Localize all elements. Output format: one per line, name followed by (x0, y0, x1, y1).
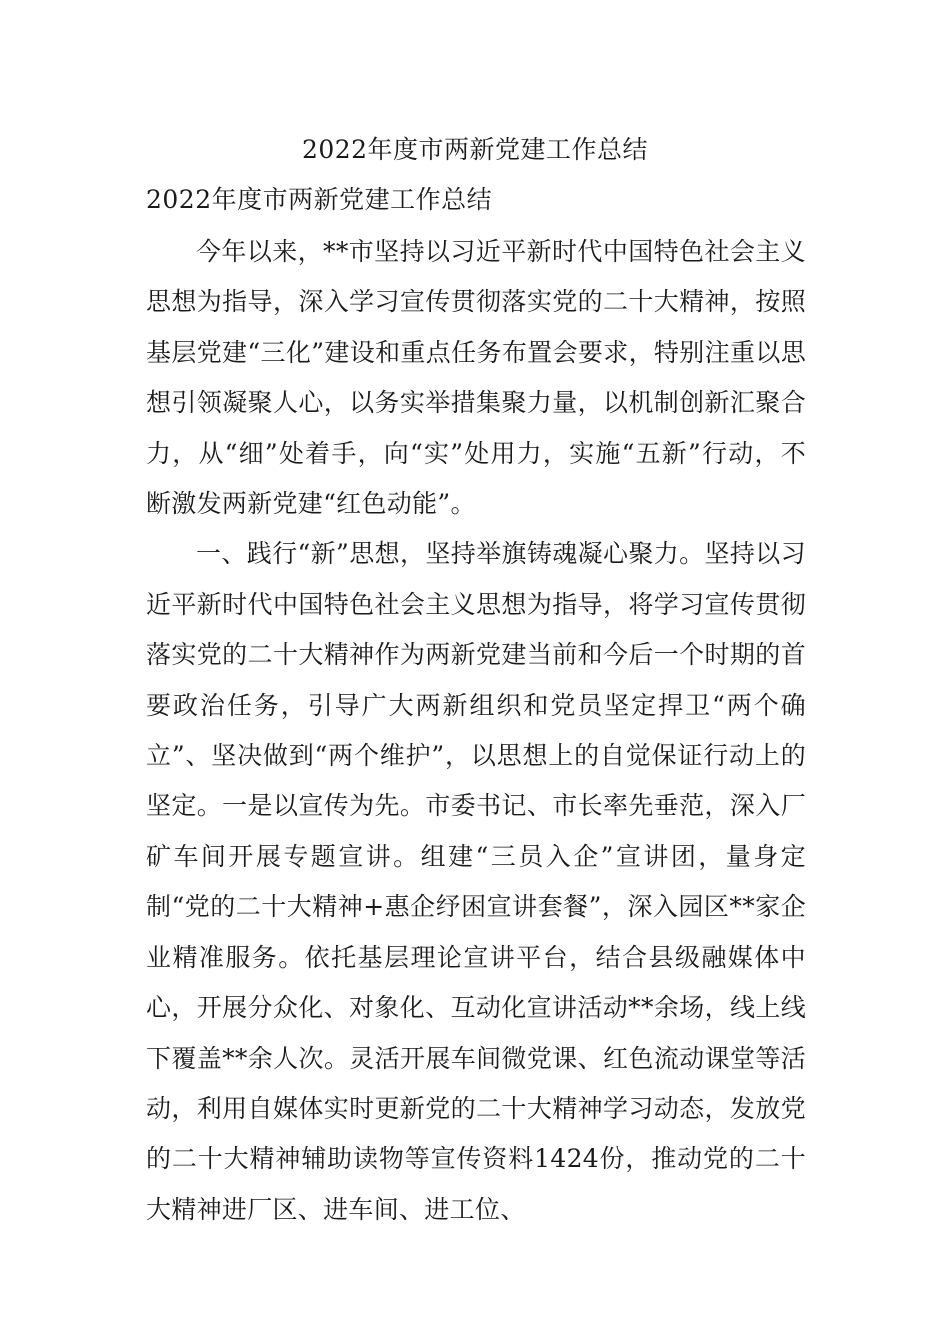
document-body (146, 227, 806, 1235)
document-title: 2022年度市两新党建工作总结 (301, 135, 649, 164)
paragraph-section-one: 一、践行“新”思想，坚持举旗铸魂凝心聚力。坚持以习近平新时代中国特色社会主义思想为指导，将学习宣传贯彻落实党的二十大精神作为两新党建当前和今后一个时期的首要政治任务，引导广大两新组织和党员坚定捍卫“两个确立”、坚决做到“两个维护”，以思想上的自觉保证行动上的坚定。一是以宣传为先。市委书记、市长率先垂范，深入厂矿车间开展专题宣讲。组建“三员入企”宣讲团，量身定制“党的二十大精神+惠企纾困宣讲套餐”，深入园区**家企业精准服务。依托基层理论宣讲平台，结合县级融媒体中心，开展分众化、对象化、互动化宣讲活动**余场，线上线下覆盖**余人次。灵活开展车间微党课、红色流动课堂等活动，利用自媒体实时更新党的二十大精神学习动态，发放党的二十大精神辅助读物等宣传资料1424份，推动党的二十大精神进厂区、进车间、进工位、 (146, 539, 806, 1224)
paragraph-intro: 今年以来，**市坚持以习近平新时代中国特色社会主义思想为指导，深入学习宣传贯彻落实党的二十大精神，按照基层党建“三化”建设和重点任务布置会要求，特别注重以思想引领凝聚人心，以务实举措集聚力量，以机制创新汇聚合力，从“细”处着手，向“实”处用力，实施“五新”行动，不断激发两新党建“红色动能”。 (146, 237, 806, 519)
document-subtitle: 2022年度市两新党建工作总结 (146, 185, 493, 214)
